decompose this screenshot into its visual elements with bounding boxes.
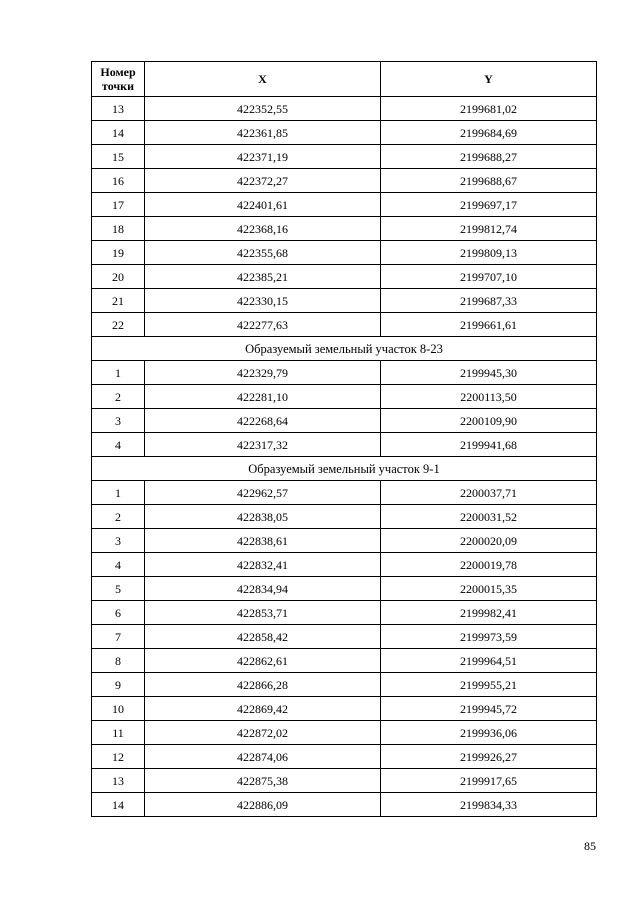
header-y: Y bbox=[381, 62, 597, 97]
x-coordinate-cell: 422869,42 bbox=[145, 697, 381, 721]
point-number-cell: 12 bbox=[92, 745, 145, 769]
point-number-cell: 3 bbox=[92, 409, 145, 433]
coordinates-table bbox=[91, 61, 597, 817]
y-coordinate-cell: 2200019,78 bbox=[381, 553, 597, 577]
point-number-cell: 1 bbox=[92, 361, 145, 385]
header-point-number bbox=[92, 62, 145, 97]
y-coordinate-cell: 2199707,10 bbox=[381, 265, 597, 289]
y-coordinate-cell: 2199941,68 bbox=[381, 433, 597, 457]
table-row bbox=[92, 577, 597, 601]
table-row bbox=[92, 697, 597, 721]
table-row bbox=[92, 649, 597, 673]
x-coordinate-cell: 422832,41 bbox=[145, 553, 381, 577]
table-row bbox=[92, 745, 597, 769]
point-number-cell: 10 bbox=[92, 697, 145, 721]
table-row bbox=[92, 361, 597, 385]
point-number-cell: 4 bbox=[92, 553, 145, 577]
y-coordinate-cell: 2199834,33 bbox=[381, 793, 597, 817]
point-number-cell: 5 bbox=[92, 577, 145, 601]
y-coordinate-cell: 2199945,30 bbox=[381, 361, 597, 385]
table-row bbox=[92, 289, 597, 313]
table-row bbox=[92, 553, 597, 577]
header-row bbox=[92, 62, 597, 97]
x-coordinate-cell: 422886,09 bbox=[145, 793, 381, 817]
y-coordinate-cell: 2199945,72 bbox=[381, 697, 597, 721]
x-coordinate-cell: 422352,55 bbox=[145, 97, 381, 121]
y-coordinate-cell: 2200037,71 bbox=[381, 481, 597, 505]
y-coordinate-cell: 2199684,69 bbox=[381, 121, 597, 145]
y-coordinate-cell: 2200113,50 bbox=[381, 385, 597, 409]
x-coordinate-cell: 422277,63 bbox=[145, 313, 381, 337]
x-coordinate-cell: 422329,79 bbox=[145, 361, 381, 385]
x-coordinate-cell: 422838,61 bbox=[145, 529, 381, 553]
y-coordinate-cell: 2200020,09 bbox=[381, 529, 597, 553]
table-row bbox=[92, 769, 597, 793]
x-coordinate-cell: 422866,28 bbox=[145, 673, 381, 697]
table-row bbox=[92, 241, 597, 265]
x-coordinate-cell: 422834,94 bbox=[145, 577, 381, 601]
table-row bbox=[92, 481, 597, 505]
point-number-cell: 4 bbox=[92, 433, 145, 457]
table-row bbox=[92, 385, 597, 409]
y-coordinate-cell: 2200031,52 bbox=[381, 505, 597, 529]
y-coordinate-cell: 2199964,51 bbox=[381, 649, 597, 673]
y-coordinate-cell: 2199809,13 bbox=[381, 241, 597, 265]
table-row bbox=[92, 145, 597, 169]
table-row bbox=[92, 217, 597, 241]
point-number-cell: 18 bbox=[92, 217, 145, 241]
table-row bbox=[92, 433, 597, 457]
y-coordinate-cell: 2199661,61 bbox=[381, 313, 597, 337]
x-coordinate-cell: 422268,64 bbox=[145, 409, 381, 433]
x-coordinate-cell: 422368,16 bbox=[145, 217, 381, 241]
table-row bbox=[92, 193, 597, 217]
page-number: 85 bbox=[584, 839, 596, 853]
point-number-cell: 2 bbox=[92, 505, 145, 529]
point-number-cell: 11 bbox=[92, 721, 145, 745]
table-row bbox=[92, 793, 597, 817]
table-row bbox=[92, 529, 597, 553]
x-coordinate-cell: 422281,10 bbox=[145, 385, 381, 409]
x-coordinate-cell: 422355,68 bbox=[145, 241, 381, 265]
y-coordinate-cell: 2200109,90 bbox=[381, 409, 597, 433]
y-coordinate-cell: 2199926,27 bbox=[381, 745, 597, 769]
table-header bbox=[92, 62, 597, 97]
point-number-cell: 16 bbox=[92, 169, 145, 193]
x-coordinate-cell: 422317,32 bbox=[145, 433, 381, 457]
section-title: Образуемый земельный участок 9-1 bbox=[92, 457, 597, 481]
x-coordinate-cell: 422872,02 bbox=[145, 721, 381, 745]
header-point-line1: Номер bbox=[100, 65, 136, 79]
y-coordinate-cell: 2199812,74 bbox=[381, 217, 597, 241]
y-coordinate-cell: 2199697,17 bbox=[381, 193, 597, 217]
table-row bbox=[92, 121, 597, 145]
x-coordinate-cell: 422371,19 bbox=[145, 145, 381, 169]
table-row bbox=[92, 505, 597, 529]
point-number-cell: 14 bbox=[92, 793, 145, 817]
y-coordinate-cell: 2199688,27 bbox=[381, 145, 597, 169]
header-x: X bbox=[145, 62, 381, 97]
y-coordinate-cell: 2199973,59 bbox=[381, 625, 597, 649]
point-number-cell: 1 bbox=[92, 481, 145, 505]
point-number-cell: 3 bbox=[92, 529, 145, 553]
x-coordinate-cell: 422853,71 bbox=[145, 601, 381, 625]
y-coordinate-cell: 2199687,33 bbox=[381, 289, 597, 313]
x-coordinate-cell: 422862,61 bbox=[145, 649, 381, 673]
table-row bbox=[92, 169, 597, 193]
point-number-cell: 9 bbox=[92, 673, 145, 697]
section-title: Образуемый земельный участок 8-23 bbox=[92, 337, 597, 361]
point-number-cell: 20 bbox=[92, 265, 145, 289]
section-row bbox=[92, 337, 597, 361]
table-row bbox=[92, 721, 597, 745]
header-point-line2: точки bbox=[101, 79, 135, 93]
y-coordinate-cell: 2200015,35 bbox=[381, 577, 597, 601]
table-row bbox=[92, 313, 597, 337]
y-coordinate-cell: 2199955,21 bbox=[381, 673, 597, 697]
point-number-cell: 21 bbox=[92, 289, 145, 313]
point-number-cell: 17 bbox=[92, 193, 145, 217]
table-row bbox=[92, 601, 597, 625]
table-row bbox=[92, 673, 597, 697]
table-row bbox=[92, 97, 597, 121]
y-coordinate-cell: 2199681,02 bbox=[381, 97, 597, 121]
point-number-cell: 2 bbox=[92, 385, 145, 409]
point-number-cell: 19 bbox=[92, 241, 145, 265]
x-coordinate-cell: 422875,38 bbox=[145, 769, 381, 793]
point-number-cell: 6 bbox=[92, 601, 145, 625]
section-row bbox=[92, 457, 597, 481]
y-coordinate-cell: 2199982,41 bbox=[381, 601, 597, 625]
x-coordinate-cell: 422330,15 bbox=[145, 289, 381, 313]
x-coordinate-cell: 422962,57 bbox=[145, 481, 381, 505]
y-coordinate-cell: 2199917,65 bbox=[381, 769, 597, 793]
x-coordinate-cell: 422372,27 bbox=[145, 169, 381, 193]
point-number-cell: 13 bbox=[92, 769, 145, 793]
x-coordinate-cell: 422385,21 bbox=[145, 265, 381, 289]
table-row bbox=[92, 265, 597, 289]
x-coordinate-cell: 422874,06 bbox=[145, 745, 381, 769]
point-number-cell: 22 bbox=[92, 313, 145, 337]
point-number-cell: 7 bbox=[92, 625, 145, 649]
point-number-cell: 13 bbox=[92, 97, 145, 121]
point-number-cell: 15 bbox=[92, 145, 145, 169]
table-row bbox=[92, 409, 597, 433]
point-number-cell: 8 bbox=[92, 649, 145, 673]
x-coordinate-cell: 422858,42 bbox=[145, 625, 381, 649]
y-coordinate-cell: 2199936,06 bbox=[381, 721, 597, 745]
x-coordinate-cell: 422361,85 bbox=[145, 121, 381, 145]
y-coordinate-cell: 2199688,67 bbox=[381, 169, 597, 193]
x-coordinate-cell: 422838,05 bbox=[145, 505, 381, 529]
x-coordinate-cell: 422401,61 bbox=[145, 193, 381, 217]
table-row bbox=[92, 625, 597, 649]
point-number-cell: 14 bbox=[92, 121, 145, 145]
table-body bbox=[92, 97, 597, 817]
